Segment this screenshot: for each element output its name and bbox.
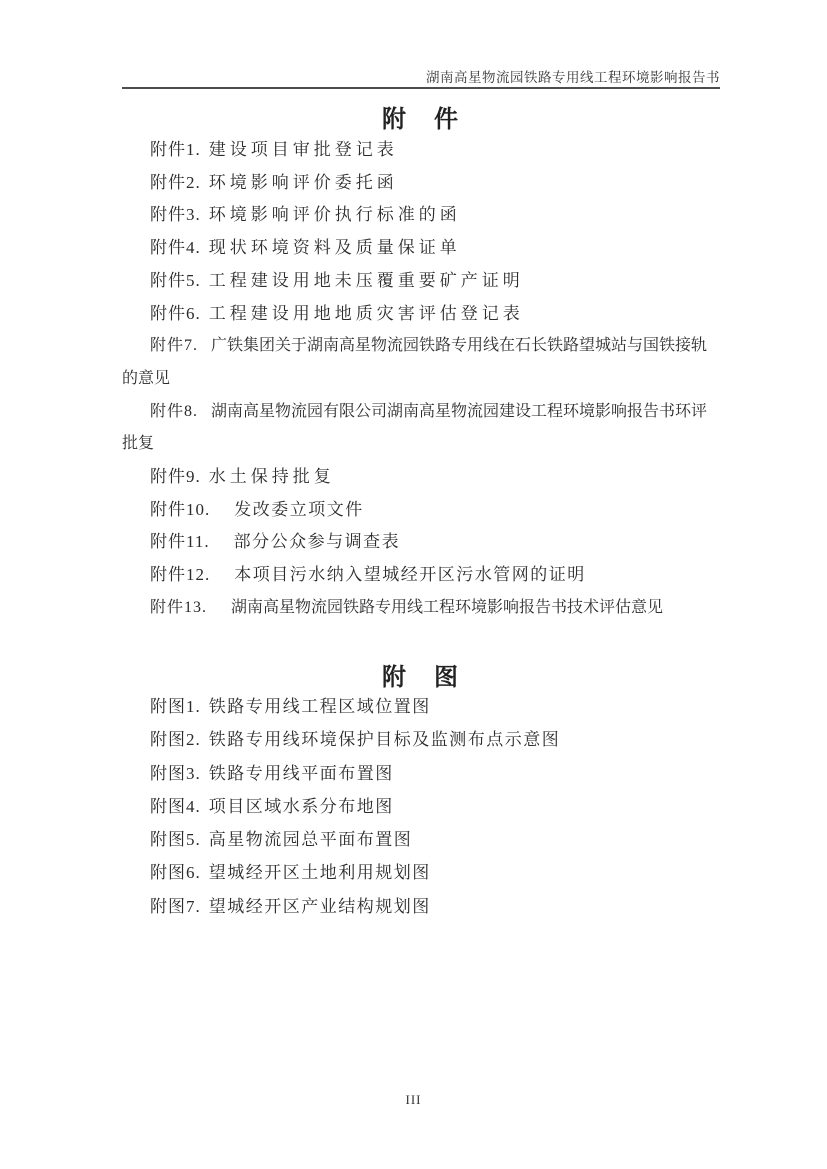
figure-item bbox=[122, 690, 720, 723]
attachment-item-label: 附件10. bbox=[150, 499, 211, 519]
attachment-item bbox=[122, 592, 720, 625]
attachment-item-text: 发改委立项文件 bbox=[234, 499, 364, 519]
attachment-item-label: 附件9. bbox=[150, 467, 201, 487]
running-header: 湖南高星物流园铁路专用线工程环境影响报告书 bbox=[426, 70, 720, 85]
figure-item-text: 铁路专用线工程区域位置图 bbox=[208, 697, 431, 716]
attachments-list bbox=[122, 134, 720, 625]
figure-item-text: 高星物流园总平面布置图 bbox=[208, 830, 413, 850]
attachment-item-text: 水土保持批复 bbox=[208, 467, 335, 487]
figure-item-label: 附图6. bbox=[150, 863, 201, 883]
attachment-item bbox=[122, 232, 720, 265]
attachment-item-text: 本项目污水纳入望城经开区污水管网的证明 bbox=[234, 565, 586, 585]
attachment-item-label: 附件11. bbox=[150, 532, 210, 552]
attachment-item bbox=[122, 134, 720, 167]
attachment-item-text: 工程建设用地地质灾害评估登记表 bbox=[208, 303, 524, 323]
attachment-item bbox=[122, 461, 720, 494]
attachment-item bbox=[122, 298, 720, 331]
figure-item-text: 铁路专用线平面布置图 bbox=[208, 763, 394, 783]
attachment-item-label: 附件2. bbox=[150, 172, 201, 192]
figure-item-text: 望城经开区产业结构规划图 bbox=[208, 896, 431, 916]
figure-item-label: 附图7. bbox=[150, 896, 201, 916]
attachment-item-text: 环境影响评价执行标准的函 bbox=[208, 205, 461, 225]
page-number: III bbox=[405, 1092, 422, 1107]
attachment-item bbox=[122, 494, 720, 527]
attachment-item-text: 部分公众参与调查表 bbox=[233, 532, 401, 552]
figure-item bbox=[122, 856, 720, 889]
attachment-item-text: 工程建设用地未压覆重要矿产证明 bbox=[208, 270, 524, 290]
attachment-item-label: 附件6. bbox=[150, 303, 201, 323]
attachment-item-label: 附件5. bbox=[150, 270, 201, 290]
figure-item bbox=[122, 790, 720, 823]
figure-item-text: 项目区域水系分布地图 bbox=[208, 796, 394, 816]
attachment-item bbox=[122, 330, 720, 395]
attachment-item-label: 附件3. bbox=[150, 205, 201, 225]
header-rule bbox=[122, 87, 720, 89]
figure-item-text: 铁路专用线环境保护目标及监测布点示意图 bbox=[208, 730, 561, 750]
figure-item bbox=[122, 723, 720, 756]
attachment-item bbox=[122, 526, 720, 559]
attachment-item bbox=[122, 396, 720, 461]
attachment-item-text: 环境影响评价委托函 bbox=[208, 172, 398, 192]
attachment-item-label: 附件13. bbox=[150, 598, 208, 616]
attachment-item-label: 附件1. bbox=[150, 140, 201, 159]
figure-item-label: 附图2. bbox=[150, 730, 201, 750]
attachment-item-label: 附件12. bbox=[150, 565, 211, 585]
attachment-item-text: 建设项目审批登记表 bbox=[208, 140, 398, 159]
attachment-item bbox=[122, 265, 720, 298]
figure-item-label: 附图3. bbox=[150, 763, 201, 783]
attachment-item-text: 广铁集团关于湖南高星物流园铁路专用线在石长铁路望城站与国铁接轨的意见 bbox=[122, 337, 708, 387]
figure-item bbox=[122, 890, 720, 923]
figure-item bbox=[122, 823, 720, 856]
attachments-section-title: 附 件 bbox=[382, 107, 460, 133]
figure-item-text: 望城经开区土地利用规划图 bbox=[208, 863, 431, 883]
attachment-item bbox=[122, 199, 720, 232]
attachment-item bbox=[122, 167, 720, 200]
attachment-item-label: 附件8. bbox=[150, 402, 199, 420]
figure-item bbox=[122, 757, 720, 790]
attachment-item-text: 现状环境资料及质量保证单 bbox=[208, 238, 461, 258]
attachment-item-label: 附件7. bbox=[150, 337, 199, 355]
attachment-item-text: 湖南高星物流园有限公司湖南高星物流园建设工程环境影响报告书环评批复 bbox=[122, 402, 708, 453]
figure-item-label: 附图1. bbox=[150, 697, 201, 716]
attachment-item-label: 附件4. bbox=[150, 238, 201, 258]
figures-section-title: 附 图 bbox=[382, 665, 460, 691]
attachment-item bbox=[122, 559, 720, 592]
figures-list bbox=[122, 690, 720, 923]
figure-item-label: 附图5. bbox=[150, 830, 201, 850]
figure-item-label: 附图4. bbox=[150, 796, 201, 816]
attachment-item-text: 湖南高星物流园铁路专用线工程环境影响报告书技术评估意见 bbox=[231, 598, 664, 616]
